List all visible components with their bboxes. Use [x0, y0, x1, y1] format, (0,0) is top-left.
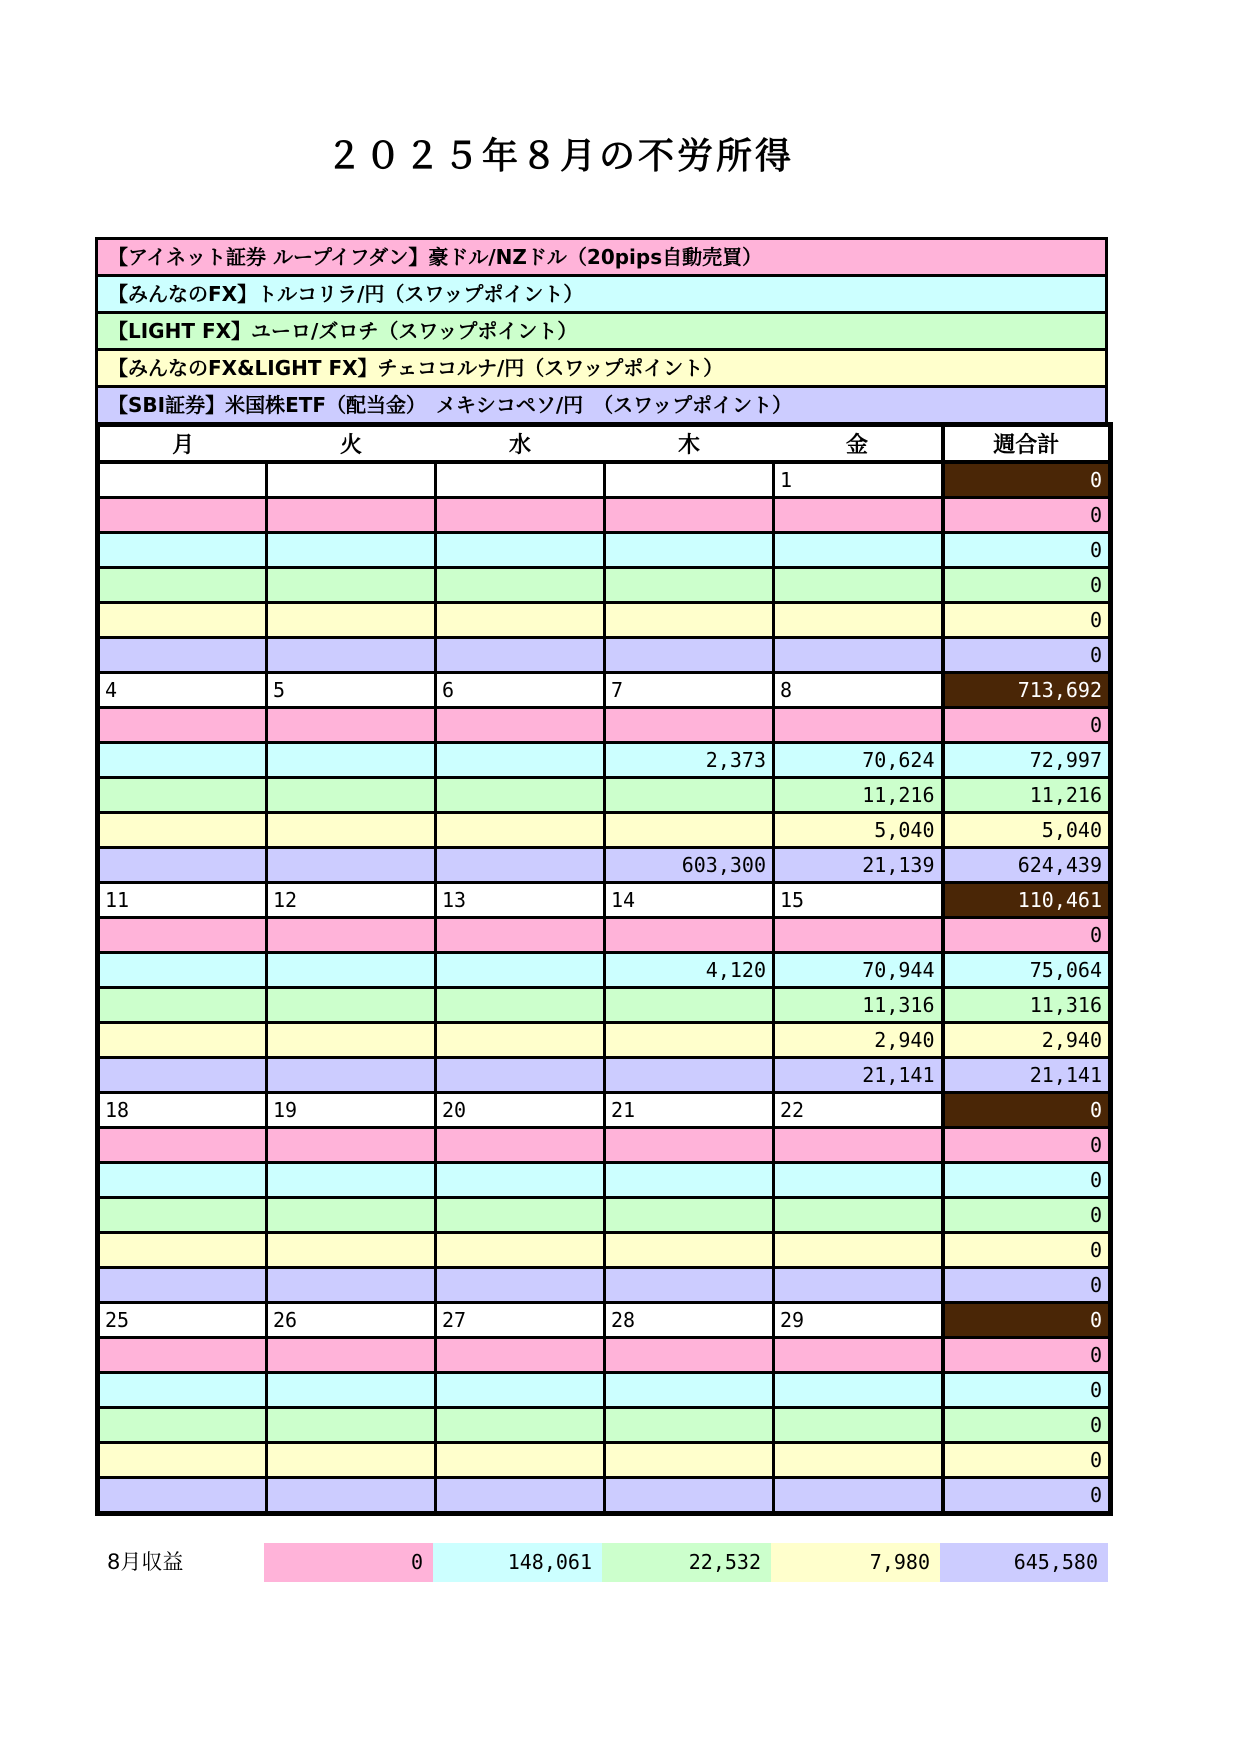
income-value-cell[interactable]	[605, 1198, 774, 1233]
income-value-cell[interactable]	[436, 1058, 605, 1093]
income-value-cell[interactable]	[98, 1198, 267, 1233]
income-value-cell[interactable]: 11,316	[774, 988, 943, 1023]
row-weekly-total-cell[interactable]: 0	[943, 918, 1111, 953]
legend	[95, 237, 1108, 425]
row-weekly-total-cell[interactable]: 72,997	[943, 743, 1111, 778]
income-value-cell[interactable]	[436, 1373, 605, 1408]
income-value-cell[interactable]	[98, 603, 267, 638]
income-value-cell[interactable]	[436, 1268, 605, 1303]
income-value-cell[interactable]	[267, 743, 436, 778]
legend-item-minna-fx-try-jpy	[95, 274, 1108, 314]
income-value-cell[interactable]	[605, 498, 774, 533]
page-title: ２０２５年８月の不労所得	[325, 136, 794, 177]
income-value-cell[interactable]	[267, 813, 436, 848]
legend-item-label: 【LIGHT FX】ユーロ/ズロチ（スワップポイント）	[108, 319, 578, 343]
row-weekly-total-cell[interactable]: 0	[943, 1163, 1111, 1198]
income-value-cell[interactable]	[774, 638, 943, 673]
row-weekly-total-cell[interactable]: 0	[943, 1373, 1111, 1408]
income-value-cell[interactable]	[605, 1478, 774, 1514]
income-value-cell[interactable]	[605, 568, 774, 603]
day-number-cell[interactable]: 21	[605, 1093, 774, 1128]
income-value-cell[interactable]	[436, 813, 605, 848]
income-value-cell[interactable]	[98, 1163, 267, 1198]
day-number-cell[interactable]: 25	[98, 1303, 267, 1338]
monthly-summary-row	[95, 1543, 1108, 1582]
row-weekly-total-cell[interactable]: 0	[943, 1478, 1111, 1514]
income-value-cell[interactable]	[267, 1478, 436, 1514]
week-3-day-row	[98, 883, 1111, 918]
day-number-cell[interactable]: 6	[436, 673, 605, 708]
income-value-cell[interactable]	[774, 498, 943, 533]
income-value-cell[interactable]	[98, 533, 267, 568]
col-header-wednesday: 水	[436, 425, 605, 463]
week-3-income-row-green	[98, 988, 1111, 1023]
income-value-cell[interactable]	[267, 708, 436, 743]
income-value-cell[interactable]	[267, 1443, 436, 1478]
week-1-day-row	[98, 462, 1111, 498]
income-value-cell[interactable]	[605, 1443, 774, 1478]
income-value-cell[interactable]	[774, 1443, 943, 1478]
income-value-cell[interactable]	[605, 1268, 774, 1303]
row-weekly-total-cell[interactable]: 0	[943, 498, 1111, 533]
day-number-cell[interactable]	[605, 462, 774, 498]
income-value-cell[interactable]	[605, 533, 774, 568]
day-number-cell[interactable]: 26	[267, 1303, 436, 1338]
day-number-cell[interactable]: 4	[98, 673, 267, 708]
income-value-cell[interactable]	[267, 1408, 436, 1443]
week-5-income-row-lavender	[98, 1478, 1111, 1514]
income-value-cell[interactable]	[267, 1058, 436, 1093]
income-value-cell[interactable]	[774, 1163, 943, 1198]
income-value-cell[interactable]	[436, 498, 605, 533]
week-5-income-row-green	[98, 1408, 1111, 1443]
income-value-cell[interactable]	[436, 533, 605, 568]
week-2-income-row-cyan	[98, 743, 1111, 778]
legend-item-ainet-loop-ifdone	[95, 237, 1108, 277]
income-value-cell[interactable]	[267, 1268, 436, 1303]
row-weekly-total-cell[interactable]: 0	[943, 1128, 1111, 1163]
income-value-cell[interactable]	[98, 813, 267, 848]
row-weekly-total-cell[interactable]: 0	[943, 1268, 1111, 1303]
week-4-day-row	[98, 1093, 1111, 1128]
income-value-cell[interactable]	[98, 1058, 267, 1093]
income-value-cell[interactable]	[98, 1023, 267, 1058]
income-value-cell[interactable]	[267, 953, 436, 988]
income-value-cell[interactable]	[267, 988, 436, 1023]
day-number-cell[interactable]: 5	[267, 673, 436, 708]
summary-cell-pink[interactable]: 0	[264, 1543, 433, 1582]
row-weekly-total-cell[interactable]: 75,064	[943, 953, 1111, 988]
row-weekly-total-cell[interactable]: 11,216	[943, 778, 1111, 813]
income-value-cell[interactable]	[436, 988, 605, 1023]
income-value-cell[interactable]: 11,216	[774, 778, 943, 813]
row-weekly-total-cell[interactable]: 0	[943, 638, 1111, 673]
day-number-cell[interactable]: 8	[774, 673, 943, 708]
income-value-cell[interactable]	[267, 603, 436, 638]
week-1-income-row-lavender	[98, 638, 1111, 673]
income-value-cell[interactable]	[98, 848, 267, 883]
income-value-cell[interactable]	[436, 1443, 605, 1478]
income-value-cell[interactable]	[774, 708, 943, 743]
row-weekly-total-cell[interactable]: 21,141	[943, 1058, 1111, 1093]
summary-cell-yellow[interactable]: 7,980	[771, 1543, 940, 1582]
week-1-income-row-pink	[98, 498, 1111, 533]
row-weekly-total-cell[interactable]: 0	[943, 568, 1111, 603]
income-value-cell[interactable]	[605, 1373, 774, 1408]
income-value-cell[interactable]	[436, 638, 605, 673]
income-value-cell[interactable]	[774, 1198, 943, 1233]
income-value-cell[interactable]	[267, 1338, 436, 1373]
income-value-cell[interactable]	[774, 918, 943, 953]
week-1-income-row-cyan	[98, 533, 1111, 568]
day-number-cell[interactable]: 22	[774, 1093, 943, 1128]
income-value-cell[interactable]	[436, 1023, 605, 1058]
income-value-cell[interactable]: 2,373	[605, 743, 774, 778]
income-value-cell[interactable]: 70,944	[774, 953, 943, 988]
week-4-income-row-pink	[98, 1128, 1111, 1163]
income-value-cell[interactable]	[267, 1198, 436, 1233]
week-total-cell[interactable]: 0	[943, 1093, 1111, 1128]
income-value-cell[interactable]	[605, 1408, 774, 1443]
income-value-cell[interactable]: 21,139	[774, 848, 943, 883]
row-weekly-total-cell[interactable]: 0	[943, 1443, 1111, 1478]
row-weekly-total-cell[interactable]: 5,040	[943, 813, 1111, 848]
income-value-cell[interactable]	[98, 988, 267, 1023]
income-value-cell[interactable]	[774, 568, 943, 603]
income-value-cell[interactable]	[436, 1128, 605, 1163]
week-2-income-row-pink	[98, 708, 1111, 743]
income-value-cell[interactable]	[436, 1408, 605, 1443]
row-weekly-total-cell[interactable]: 11,316	[943, 988, 1111, 1023]
income-value-cell[interactable]	[436, 1478, 605, 1514]
col-header-tuesday: 火	[267, 425, 436, 463]
income-value-cell[interactable]	[436, 918, 605, 953]
day-number-cell[interactable]: 14	[605, 883, 774, 918]
income-value-cell[interactable]	[98, 778, 267, 813]
day-number-cell[interactable]	[98, 462, 267, 498]
week-5-income-row-cyan	[98, 1373, 1111, 1408]
income-value-cell[interactable]	[98, 1373, 267, 1408]
day-number-cell[interactable]: 15	[774, 883, 943, 918]
income-value-cell[interactable]	[267, 1233, 436, 1268]
income-value-cell[interactable]	[436, 778, 605, 813]
income-value-cell[interactable]	[774, 1478, 943, 1514]
day-number-cell[interactable]	[436, 462, 605, 498]
income-value-cell[interactable]: 4,120	[605, 953, 774, 988]
legend-item-czk-jpy	[95, 348, 1108, 388]
income-value-cell[interactable]	[267, 533, 436, 568]
day-number-cell[interactable]: 20	[436, 1093, 605, 1128]
row-weekly-total-cell[interactable]: 0	[943, 1233, 1111, 1268]
income-value-cell[interactable]	[267, 1373, 436, 1408]
row-weekly-total-cell[interactable]: 0	[943, 1198, 1111, 1233]
week-3-income-row-pink	[98, 918, 1111, 953]
week-total-cell[interactable]: 110,461	[943, 883, 1111, 918]
income-value-cell[interactable]	[98, 708, 267, 743]
legend-item-label: 【SBI証券】米国株ETF（配当金） メキシコペソ/円 （スワップポイント）	[108, 393, 793, 417]
week-3-income-row-lavender	[98, 1058, 1111, 1093]
income-value-cell[interactable]	[436, 743, 605, 778]
week-3-income-row-cyan	[98, 953, 1111, 988]
week-2-income-row-green	[98, 778, 1111, 813]
income-value-cell[interactable]	[98, 498, 267, 533]
income-value-cell[interactable]	[98, 953, 267, 988]
income-value-cell[interactable]: 2,940	[774, 1023, 943, 1058]
day-number-cell[interactable]: 1	[774, 462, 943, 498]
income-value-cell[interactable]	[605, 988, 774, 1023]
income-value-cell[interactable]	[605, 813, 774, 848]
income-value-cell[interactable]: 21,141	[774, 1058, 943, 1093]
income-value-cell[interactable]	[436, 568, 605, 603]
week-1-income-row-yellow	[98, 603, 1111, 638]
day-number-cell[interactable]: 11	[98, 883, 267, 918]
income-value-cell[interactable]	[774, 1233, 943, 1268]
row-weekly-total-cell[interactable]: 2,940	[943, 1023, 1111, 1058]
income-value-cell[interactable]	[98, 1443, 267, 1478]
week-4-income-row-yellow	[98, 1233, 1111, 1268]
legend-item-label: 【みんなのFX】トルコリラ/円（スワップポイント）	[108, 282, 584, 306]
income-value-cell[interactable]	[436, 953, 605, 988]
income-value-cell[interactable]	[774, 1128, 943, 1163]
col-header-friday: 金	[774, 425, 943, 463]
income-value-cell[interactable]	[436, 1163, 605, 1198]
income-value-cell[interactable]	[605, 603, 774, 638]
day-number-cell[interactable]: 28	[605, 1303, 774, 1338]
income-value-cell[interactable]	[605, 1233, 774, 1268]
row-weekly-total-cell[interactable]: 624,439	[943, 848, 1111, 883]
income-value-cell[interactable]	[267, 918, 436, 953]
income-value-cell[interactable]	[605, 918, 774, 953]
income-value-cell[interactable]	[267, 498, 436, 533]
income-value-cell[interactable]	[267, 1163, 436, 1198]
legend-item-label: 【みんなのFX&LIGHT FX】チェココルナ/円（スワップポイント）	[108, 356, 724, 380]
income-value-cell[interactable]	[98, 1408, 267, 1443]
income-value-cell[interactable]	[774, 1408, 943, 1443]
income-value-cell[interactable]	[98, 743, 267, 778]
week-total-cell[interactable]: 713,692	[943, 673, 1111, 708]
summary-cell-cyan[interactable]: 148,061	[433, 1543, 602, 1582]
week-2-income-row-lavender	[98, 848, 1111, 883]
row-weekly-total-cell[interactable]: 0	[943, 533, 1111, 568]
calendar-header-row	[98, 425, 1111, 463]
col-header-monday: 月	[98, 425, 267, 463]
week-5-income-row-pink	[98, 1338, 1111, 1373]
day-number-cell[interactable]: 27	[436, 1303, 605, 1338]
income-value-cell[interactable]	[98, 1233, 267, 1268]
day-number-cell[interactable]: 18	[98, 1093, 267, 1128]
day-number-cell[interactable]: 19	[267, 1093, 436, 1128]
col-header-week-total: 週合計	[943, 425, 1111, 463]
income-value-cell[interactable]	[98, 1478, 267, 1514]
income-value-cell[interactable]	[774, 1268, 943, 1303]
day-number-cell[interactable]: 29	[774, 1303, 943, 1338]
col-header-thursday: 木	[605, 425, 774, 463]
week-total-cell[interactable]: 0	[943, 1303, 1111, 1338]
day-number-cell[interactable]	[267, 462, 436, 498]
income-value-cell[interactable]	[267, 778, 436, 813]
income-value-cell[interactable]	[267, 638, 436, 673]
row-weekly-total-cell[interactable]: 0	[943, 1338, 1111, 1373]
week-total-cell[interactable]: 0	[943, 462, 1111, 498]
income-value-cell[interactable]	[98, 1268, 267, 1303]
row-weekly-total-cell[interactable]: 0	[943, 708, 1111, 743]
income-value-cell[interactable]	[436, 1233, 605, 1268]
income-value-cell[interactable]: 603,300	[605, 848, 774, 883]
week-4-income-row-lavender	[98, 1268, 1111, 1303]
week-5-day-row	[98, 1303, 1111, 1338]
income-value-cell[interactable]	[605, 708, 774, 743]
week-2-income-row-yellow	[98, 813, 1111, 848]
income-value-cell[interactable]	[605, 638, 774, 673]
week-4-income-row-cyan	[98, 1163, 1111, 1198]
income-value-cell[interactable]	[436, 1198, 605, 1233]
day-number-cell[interactable]: 12	[267, 883, 436, 918]
summary-cell-lavender[interactable]: 645,580	[940, 1543, 1108, 1582]
income-value-cell[interactable]	[436, 603, 605, 638]
row-weekly-total-cell[interactable]: 0	[943, 1408, 1111, 1443]
income-value-cell[interactable]	[774, 533, 943, 568]
summary-cell-green[interactable]: 22,532	[602, 1543, 771, 1582]
income-value-cell[interactable]	[267, 848, 436, 883]
legend-item-light-fx-eur-pln	[95, 311, 1108, 351]
income-value-cell[interactable]	[267, 1023, 436, 1058]
legend-item-sbi-etf-mxn-jpy	[95, 385, 1108, 425]
income-value-cell[interactable]	[605, 1128, 774, 1163]
income-value-cell[interactable]	[436, 1338, 605, 1373]
row-weekly-total-cell[interactable]: 0	[943, 603, 1111, 638]
income-value-cell[interactable]	[267, 568, 436, 603]
income-value-cell[interactable]	[98, 1338, 267, 1373]
week-3-income-row-yellow	[98, 1023, 1111, 1058]
week-1-income-row-green	[98, 568, 1111, 603]
income-value-cell[interactable]	[774, 603, 943, 638]
income-value-cell[interactable]	[774, 1373, 943, 1408]
day-number-cell[interactable]: 7	[605, 673, 774, 708]
income-value-cell[interactable]: 5,040	[774, 813, 943, 848]
income-value-cell[interactable]	[605, 1338, 774, 1373]
week-2-day-row	[98, 673, 1111, 708]
income-value-cell[interactable]	[436, 848, 605, 883]
income-value-cell[interactable]	[436, 708, 605, 743]
income-value-cell[interactable]: 70,624	[774, 743, 943, 778]
income-value-cell[interactable]	[605, 778, 774, 813]
monthly-summary-label: 8月収益	[107, 1550, 184, 1574]
income-value-cell[interactable]	[605, 1023, 774, 1058]
income-value-cell[interactable]	[605, 1058, 774, 1093]
income-value-cell[interactable]	[98, 918, 267, 953]
income-value-cell[interactable]	[267, 1128, 436, 1163]
income-value-cell[interactable]	[98, 638, 267, 673]
legend-item-label: 【アイネット証券 ループイフダン】豪ドル/NZドル（20pips自動売買）	[108, 245, 763, 269]
week-4-income-row-green	[98, 1198, 1111, 1233]
income-value-cell[interactable]	[774, 1338, 943, 1373]
week-5-income-row-yellow	[98, 1443, 1111, 1478]
day-number-cell[interactable]: 13	[436, 883, 605, 918]
income-value-cell[interactable]	[605, 1163, 774, 1198]
income-calendar-table	[95, 422, 1113, 1516]
income-value-cell[interactable]	[98, 568, 267, 603]
income-value-cell[interactable]	[98, 1128, 267, 1163]
